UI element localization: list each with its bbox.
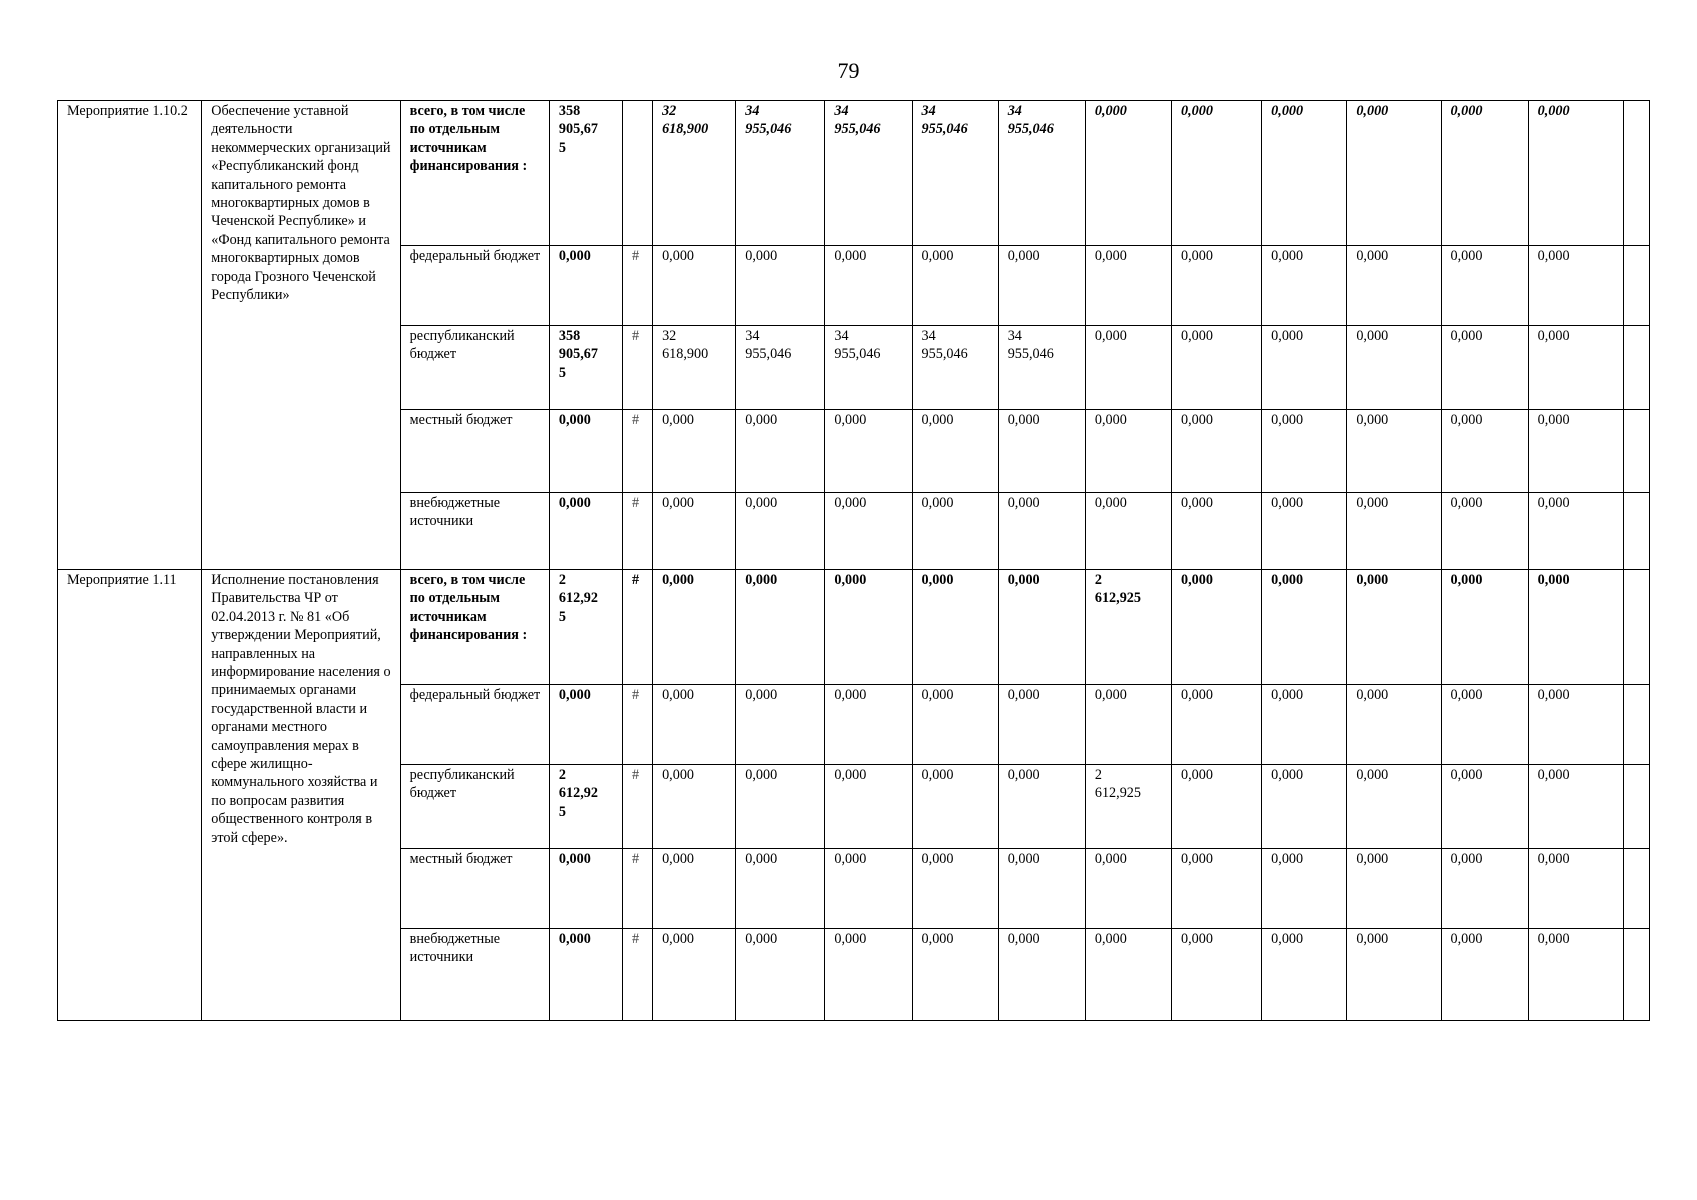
year-amount-cell: 0,000 [825, 929, 912, 1021]
year-amount-cell: 0,000 [653, 246, 736, 326]
year-amount-cell: 0,000 [825, 765, 912, 849]
year-amount-cell: 0,000 [825, 246, 912, 326]
overflow-marker-cell: # [623, 326, 653, 410]
year-amount-cell: 0,000 [1172, 570, 1262, 685]
empty-trailing-cell [1623, 410, 1649, 493]
funding-source-cell: федеральный бюджет [400, 246, 549, 326]
overflow-marker-cell: # [623, 929, 653, 1021]
funding-source-cell: внебюджетные источники [400, 493, 549, 570]
funding-source-cell: республиканский бюджет [400, 326, 549, 410]
year-amount-cell: 0,000 [736, 410, 825, 493]
year-amount-cell: 0,000 [912, 849, 998, 929]
empty-trailing-cell [1623, 929, 1649, 1021]
year-amount-cell: 0,000 [1262, 765, 1347, 849]
year-amount-cell: 0,000 [1262, 493, 1347, 570]
year-amount-cell: 0,000 [1441, 101, 1528, 246]
overflow-marker-cell: # [623, 410, 653, 493]
year-amount-cell: 0,000 [998, 929, 1085, 1021]
year-amount-cell: 0,000 [1085, 101, 1171, 246]
year-amount-cell: 0,000 [1085, 929, 1171, 1021]
year-amount-cell: 0,000 [653, 685, 736, 765]
overflow-marker-cell: # [623, 849, 653, 929]
year-amount-cell: 0,000 [1172, 765, 1262, 849]
total-amount-cell: 0,000 [549, 493, 622, 570]
year-amount-cell: 0,000 [653, 849, 736, 929]
year-amount-cell: 0,000 [736, 685, 825, 765]
funding-source-cell: федеральный бюджет [400, 685, 549, 765]
year-amount-cell: 0,000 [1528, 570, 1623, 685]
total-amount-cell: 2 612,92 5 [549, 570, 622, 685]
year-amount-cell: 0,000 [1441, 929, 1528, 1021]
year-amount-cell: 34 955,046 [736, 326, 825, 410]
year-amount-cell: 0,000 [912, 929, 998, 1021]
year-amount-cell: 0,000 [912, 570, 998, 685]
funding-source-cell: всего, в том числе по отдельным источникам финансирования : [400, 101, 549, 246]
year-amount-cell: 0,000 [998, 410, 1085, 493]
year-amount-cell: 0,000 [1172, 101, 1262, 246]
year-amount-cell: 0,000 [1262, 410, 1347, 493]
year-amount-cell: 0,000 [1262, 929, 1347, 1021]
table-row [58, 101, 1650, 246]
year-amount-cell: 32 618,900 [653, 326, 736, 410]
year-amount-cell: 0,000 [1528, 929, 1623, 1021]
year-amount-cell: 0,000 [1085, 849, 1171, 929]
overflow-marker-cell: # [623, 685, 653, 765]
year-amount-cell: 0,000 [1085, 246, 1171, 326]
year-amount-cell: 0,000 [653, 765, 736, 849]
year-amount-cell: 0,000 [825, 410, 912, 493]
page-number: 79 [837, 58, 860, 83]
funding-source-cell: всего, в том числе по отдельным источникам финансирования : [400, 570, 549, 685]
year-amount-cell: 0,000 [998, 246, 1085, 326]
year-amount-cell: 0,000 [912, 246, 998, 326]
empty-trailing-cell [1623, 765, 1649, 849]
year-amount-cell: 0,000 [1347, 929, 1441, 1021]
year-amount-cell: 0,000 [736, 246, 825, 326]
funding-source-cell: местный бюджет [400, 410, 549, 493]
year-amount-cell: 0,000 [1528, 685, 1623, 765]
year-amount-cell: 2 612,925 [1085, 570, 1171, 685]
year-amount-cell: 0,000 [1528, 493, 1623, 570]
total-amount-cell: 0,000 [549, 685, 622, 765]
year-amount-cell: 0,000 [1262, 326, 1347, 410]
year-amount-cell: 34 955,046 [825, 326, 912, 410]
year-amount-cell: 0,000 [1172, 410, 1262, 493]
overflow-marker-cell: # [623, 493, 653, 570]
funding-source-cell: местный бюджет [400, 849, 549, 929]
year-amount-cell: 0,000 [1262, 849, 1347, 929]
empty-trailing-cell [1623, 685, 1649, 765]
year-amount-cell: 34 955,046 [912, 326, 998, 410]
year-amount-cell: 0,000 [1441, 685, 1528, 765]
year-amount-cell: 0,000 [1172, 685, 1262, 765]
empty-trailing-cell [1623, 849, 1649, 929]
year-amount-cell: 0,000 [825, 685, 912, 765]
year-amount-cell: 0,000 [1172, 246, 1262, 326]
year-amount-cell: 0,000 [1528, 326, 1623, 410]
year-amount-cell: 0,000 [1441, 410, 1528, 493]
year-amount-cell: 0,000 [998, 765, 1085, 849]
overflow-marker-cell [623, 101, 653, 246]
total-amount-cell: 0,000 [549, 849, 622, 929]
year-amount-cell: 0,000 [653, 410, 736, 493]
year-amount-cell: 0,000 [825, 849, 912, 929]
overflow-marker-cell: # [623, 246, 653, 326]
year-amount-cell: 0,000 [1262, 570, 1347, 685]
empty-trailing-cell [1623, 570, 1649, 685]
year-amount-cell: 0,000 [825, 570, 912, 685]
funding-table [57, 100, 1650, 1021]
year-amount-cell: 2 612,925 [1085, 765, 1171, 849]
year-amount-cell: 0,000 [653, 929, 736, 1021]
year-amount-cell: 0,000 [1528, 410, 1623, 493]
empty-trailing-cell [1623, 326, 1649, 410]
total-amount-cell: 0,000 [549, 410, 622, 493]
year-amount-cell: 34 955,046 [998, 326, 1085, 410]
year-amount-cell: 0,000 [736, 929, 825, 1021]
year-amount-cell: 0,000 [1262, 101, 1347, 246]
year-amount-cell: 0,000 [1441, 849, 1528, 929]
year-amount-cell: 0,000 [653, 493, 736, 570]
year-amount-cell: 0,000 [1347, 101, 1441, 246]
year-amount-cell: 0,000 [825, 493, 912, 570]
empty-trailing-cell [1623, 101, 1649, 246]
table-row [58, 570, 1650, 685]
year-amount-cell: 0,000 [1262, 246, 1347, 326]
year-amount-cell: 34 955,046 [998, 101, 1085, 246]
year-amount-cell: 0,000 [998, 570, 1085, 685]
year-amount-cell: 0,000 [1347, 849, 1441, 929]
year-amount-cell: 0,000 [1347, 246, 1441, 326]
year-amount-cell: 34 955,046 [825, 101, 912, 246]
year-amount-cell: 0,000 [736, 849, 825, 929]
year-amount-cell: 0,000 [998, 849, 1085, 929]
total-amount-cell: 2 612,92 5 [549, 765, 622, 849]
year-amount-cell: 0,000 [998, 493, 1085, 570]
event-description-cell: Обеспечение уставной деятельности некоммерческих организаций «Республиканский фонд капитального ремонта многоквартирных домов в Чеченской Республике» и «Фонд капитального ремонта многоквартирных домов города Грозного Чеченской Республики» [202, 101, 400, 570]
year-amount-cell: 34 955,046 [736, 101, 825, 246]
year-amount-cell: 34 955,046 [912, 101, 998, 246]
funding-source-cell: республиканский бюджет [400, 765, 549, 849]
year-amount-cell: 0,000 [1347, 410, 1441, 493]
year-amount-cell: 0,000 [1262, 685, 1347, 765]
year-amount-cell: 0,000 [1172, 493, 1262, 570]
year-amount-cell: 0,000 [912, 765, 998, 849]
year-amount-cell: 32 618,900 [653, 101, 736, 246]
empty-trailing-cell [1623, 246, 1649, 326]
year-amount-cell: 0,000 [998, 685, 1085, 765]
year-amount-cell: 0,000 [1085, 410, 1171, 493]
year-amount-cell: 0,000 [1347, 326, 1441, 410]
overflow-marker-cell: # [623, 570, 653, 685]
year-amount-cell: 0,000 [1441, 246, 1528, 326]
year-amount-cell: 0,000 [1347, 570, 1441, 685]
year-amount-cell: 0,000 [1085, 685, 1171, 765]
year-amount-cell: 0,000 [1085, 493, 1171, 570]
year-amount-cell: 0,000 [1441, 326, 1528, 410]
year-amount-cell: 0,000 [1085, 326, 1171, 410]
overflow-marker-cell: # [623, 765, 653, 849]
year-amount-cell: 0,000 [653, 570, 736, 685]
year-amount-cell: 0,000 [1441, 493, 1528, 570]
year-amount-cell: 0,000 [1441, 570, 1528, 685]
total-amount-cell: 0,000 [549, 246, 622, 326]
year-amount-cell: 0,000 [1347, 493, 1441, 570]
event-description-cell: Исполнение постановления Правительства ЧР от 02.04.2013 г. № 81 «Об утверждении Мероприятий, направленных на информирование населения о принимаемых органами государственной власти и органами местного самоуправления мерах в сфере жилищно-коммунального хозяйства и по вопросам развития общественного контроля в этой сфере». [202, 570, 400, 1021]
year-amount-cell: 0,000 [1347, 765, 1441, 849]
year-amount-cell: 0,000 [1172, 849, 1262, 929]
year-amount-cell: 0,000 [912, 410, 998, 493]
year-amount-cell: 0,000 [1528, 101, 1623, 246]
year-amount-cell: 0,000 [1172, 929, 1262, 1021]
year-amount-cell: 0,000 [1528, 765, 1623, 849]
year-amount-cell: 0,000 [912, 493, 998, 570]
event-id-cell: Мероприятие 1.11 [58, 570, 202, 1021]
year-amount-cell: 0,000 [736, 570, 825, 685]
year-amount-cell: 0,000 [1528, 246, 1623, 326]
total-amount-cell: 358 905,67 5 [549, 326, 622, 410]
year-amount-cell: 0,000 [736, 765, 825, 849]
event-id-cell: Мероприятие 1.10.2 [58, 101, 202, 570]
year-amount-cell: 0,000 [1441, 765, 1528, 849]
empty-trailing-cell [1623, 493, 1649, 570]
year-amount-cell: 0,000 [1528, 849, 1623, 929]
funding-source-cell: внебюджетные источники [400, 929, 549, 1021]
year-amount-cell: 0,000 [1347, 685, 1441, 765]
total-amount-cell: 358 905,67 5 [549, 101, 622, 246]
year-amount-cell: 0,000 [912, 685, 998, 765]
year-amount-cell: 0,000 [1172, 326, 1262, 410]
year-amount-cell: 0,000 [736, 493, 825, 570]
total-amount-cell: 0,000 [549, 929, 622, 1021]
